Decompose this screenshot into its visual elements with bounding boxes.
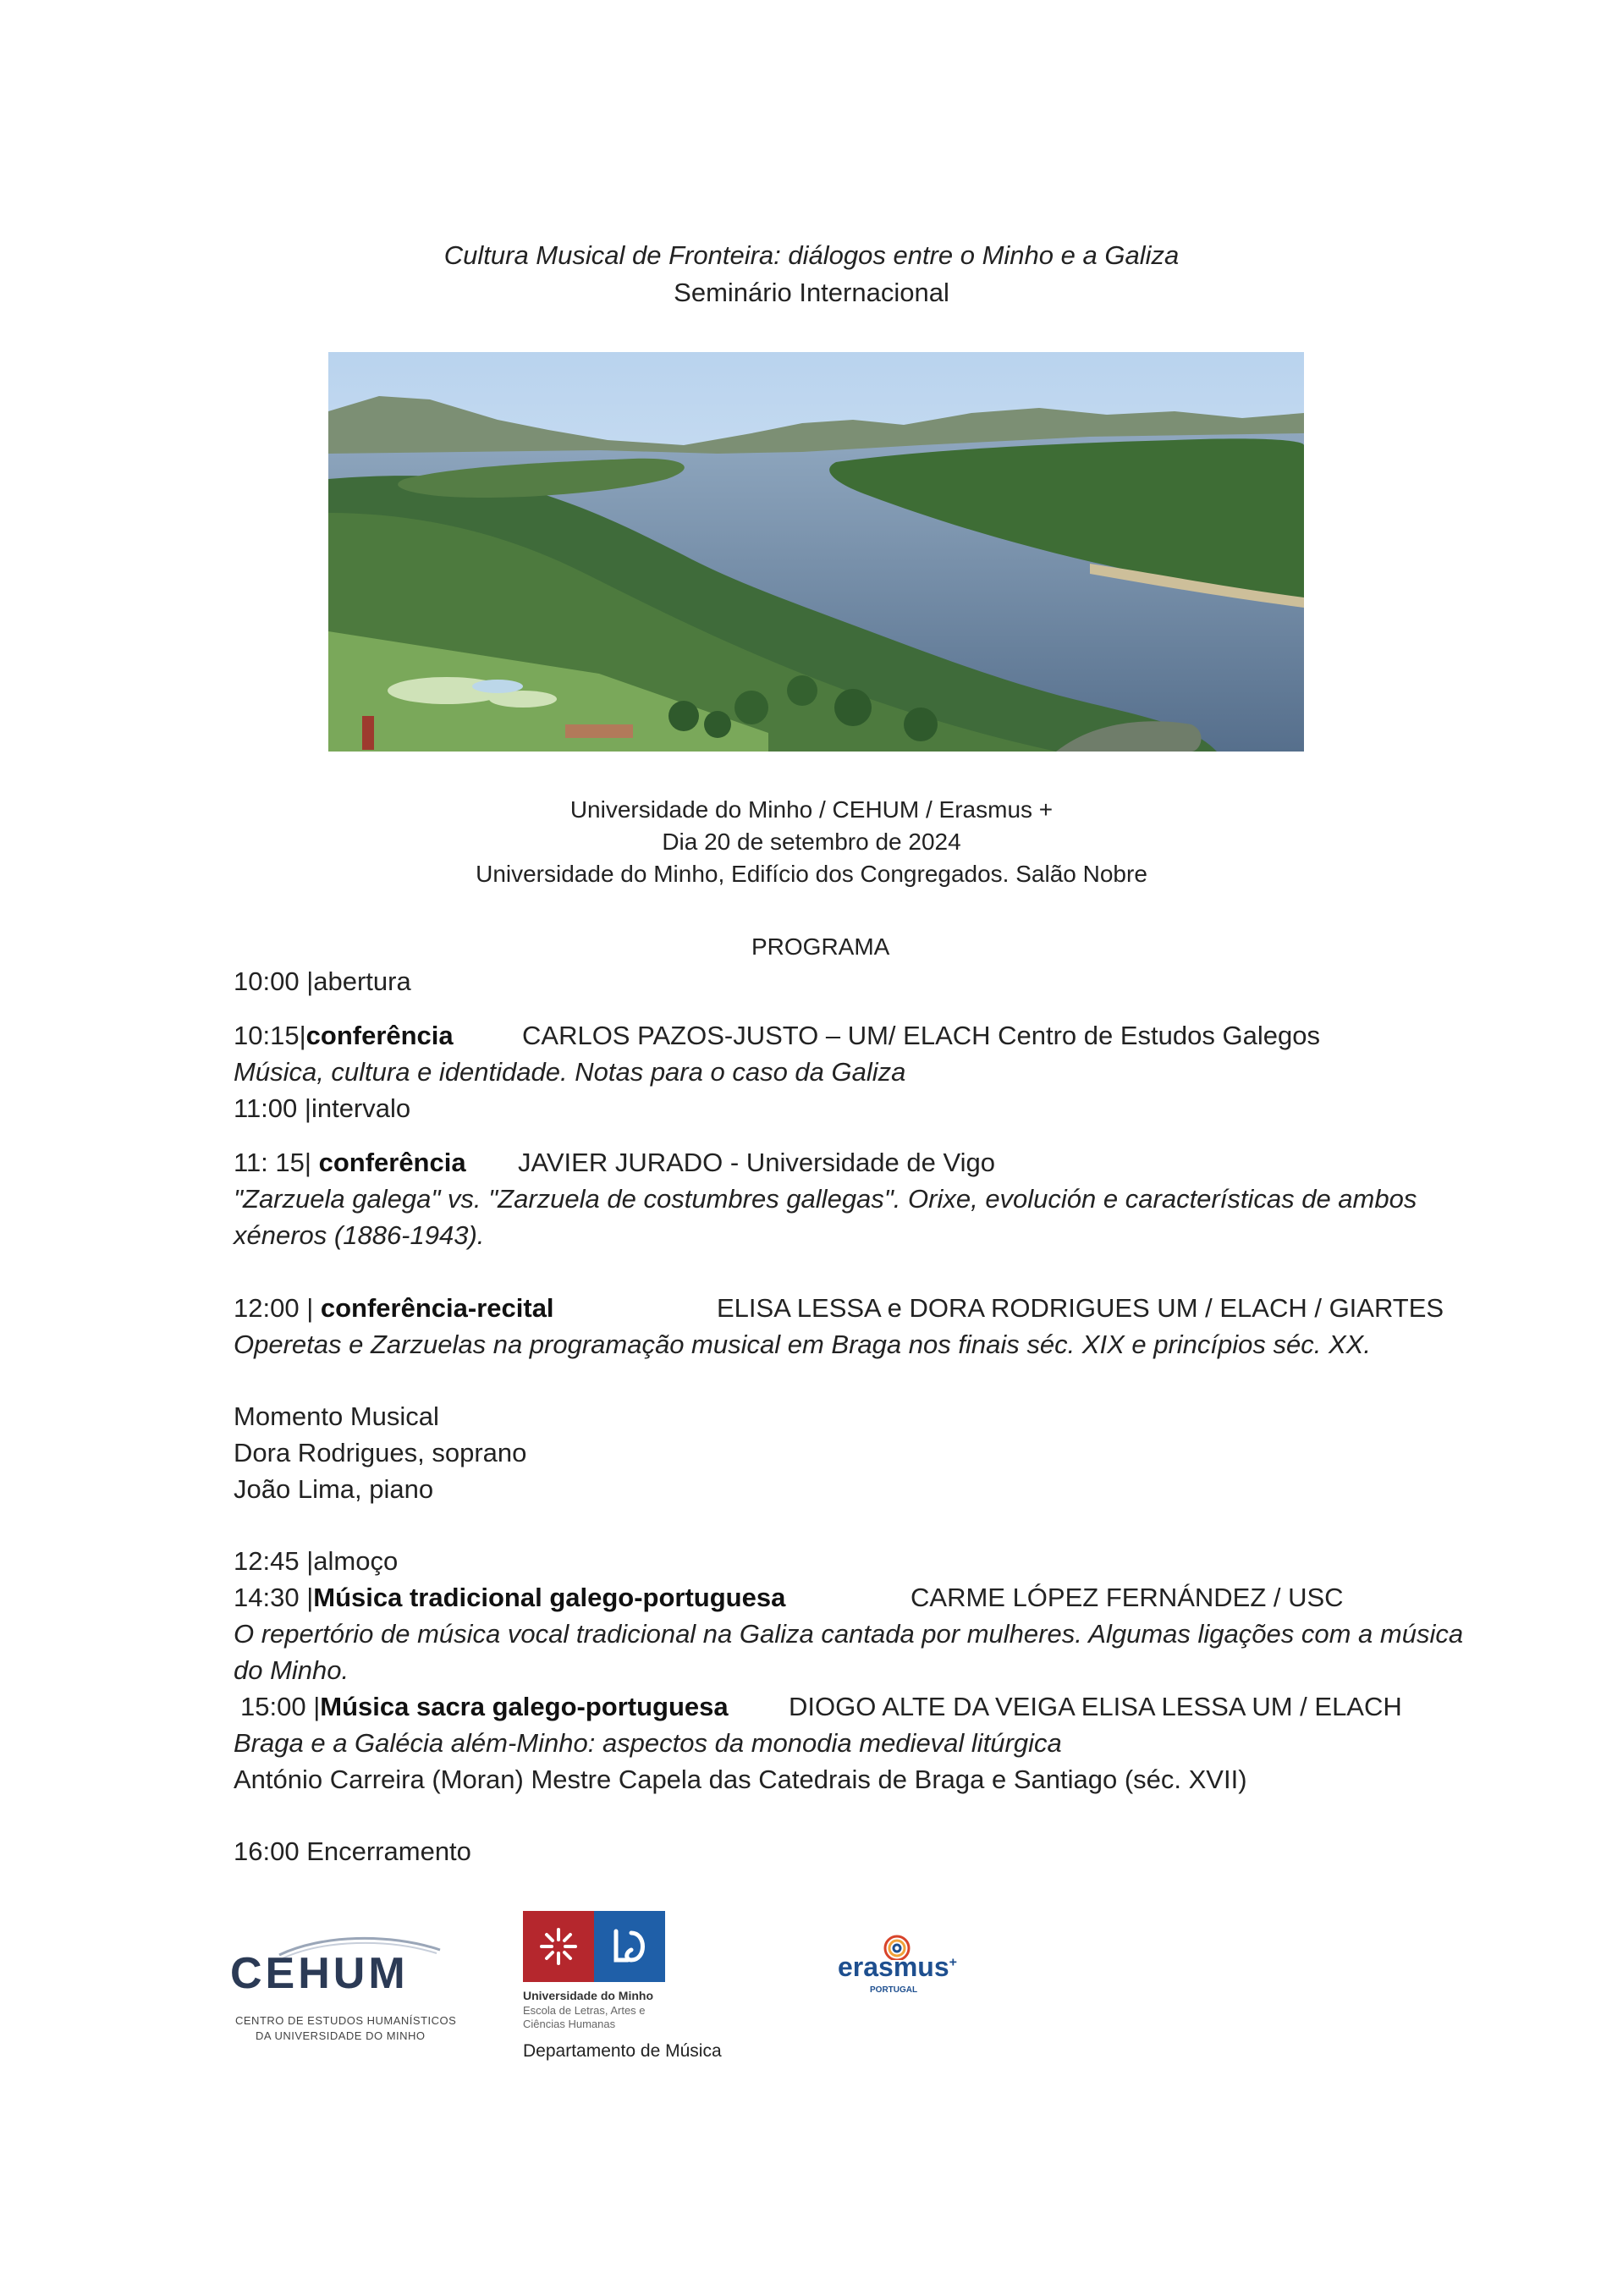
time: 16:00 bbox=[234, 1836, 300, 1866]
label: intervalo bbox=[311, 1093, 411, 1123]
speaker: DIOGO ALTE DA VEIGA ELISA LESSA UM / ELACH bbox=[789, 1692, 1402, 1721]
time: 10:15| bbox=[234, 1021, 306, 1050]
label: Encerramento bbox=[306, 1836, 471, 1866]
erasmus-plus: + bbox=[949, 1955, 957, 1970]
elach-emblem-icon bbox=[594, 1911, 665, 1982]
cehum-subtitle-1: CENTRO DE ESTUDOS HUMANÍSTICOS bbox=[235, 2014, 457, 2027]
speaker: CARME LÓPEZ FERNÁNDEZ / USC bbox=[911, 1583, 1344, 1612]
session-type: conferência-recital bbox=[320, 1293, 554, 1323]
venue-line: Universidade do Minho, Edifício dos Congregados. Salão Nobre bbox=[476, 861, 1147, 887]
schedule-item-1500 bbox=[240, 1690, 729, 1724]
talk-title-line-2: do Minho. bbox=[234, 1655, 349, 1685]
momento-musical-heading: Momento Musical bbox=[234, 1401, 439, 1431]
programa-heading: PROGRAMA bbox=[751, 933, 890, 960]
schedule-item-1430 bbox=[234, 1581, 785, 1615]
department-name: Departamento de Música bbox=[523, 2041, 722, 2061]
time: 12:00 | bbox=[234, 1293, 314, 1323]
label: almoço bbox=[313, 1546, 399, 1576]
uminho-school-line-2: Ciências Humanas bbox=[523, 2018, 616, 2030]
session-type: conferência bbox=[318, 1148, 466, 1177]
schedule-item-almoco bbox=[234, 1544, 398, 1578]
time: 14:30 | bbox=[234, 1583, 314, 1612]
talk-title: Braga e a Galécia além-Minho: aspectos da monodia medieval litúrgica bbox=[234, 1728, 1062, 1758]
performer-piano: João Lima, piano bbox=[234, 1474, 434, 1504]
schedule-item-1200 bbox=[234, 1291, 554, 1325]
erasmus-name: erasmus bbox=[838, 1952, 949, 1982]
schedule-item-intervalo bbox=[234, 1092, 410, 1126]
talk-title-line-1: O repertório de música vocal tradicional na Galiza cantada por mulheres. Algumas ligações com a música bbox=[234, 1619, 1464, 1649]
uminho-emblem-icon bbox=[523, 1911, 594, 1982]
schedule-item-1015 bbox=[234, 1019, 454, 1053]
document-title: Cultura Musical de Fronteira: diálogos entre o Minho e a Galiza bbox=[443, 240, 1180, 270]
schedule-item-1115 bbox=[234, 1146, 466, 1180]
talk-title-line-1: "Zarzuela galega" vs. "Zarzuela de costumbres gallegas". Orixe, evolución e características de ambos bbox=[234, 1184, 1417, 1214]
uminho-red-square bbox=[523, 1911, 594, 1982]
time: 11: 15| bbox=[234, 1148, 311, 1177]
schedule-item-encerramento bbox=[234, 1835, 471, 1869]
cehum-wordmark: CEHUM bbox=[230, 1949, 409, 1998]
cehum-subtitle-2: DA UNIVERSIDADE DO MINHO bbox=[256, 2029, 426, 2042]
speaker: JAVIER JURADO - Universidade de Vigo bbox=[518, 1148, 995, 1177]
uminho-blue-square bbox=[594, 1911, 665, 1982]
speaker: ELISA LESSA e DORA RODRIGUES UM / ELACH / GIARTES bbox=[717, 1293, 1444, 1323]
speaker: CARLOS PAZOS-JUSTO – UM/ ELACH Centro de Estudos Galegos bbox=[522, 1021, 1320, 1050]
talk-extra: António Carreira (Moran) Mestre Capela das Catedrais de Braga e Santiago (séc. XVII) bbox=[234, 1765, 1247, 1794]
session-type: conferência bbox=[305, 1021, 454, 1050]
erasmus-logo bbox=[838, 1926, 982, 2011]
uminho-school-line-1: Escola de Letras, Artes e bbox=[523, 2004, 646, 2017]
organizers-line: Universidade do Minho / CEHUM / Erasmus + bbox=[569, 796, 1054, 823]
performer-soprano: Dora Rodrigues, soprano bbox=[234, 1438, 527, 1467]
talk-title-line-2: xéneros (1886-1943). bbox=[234, 1220, 485, 1250]
label: abertura bbox=[313, 966, 411, 996]
erasmus-wordmark bbox=[838, 1952, 957, 1983]
time: 15:00 | bbox=[240, 1692, 321, 1721]
time: 10:00 | bbox=[234, 966, 314, 996]
session-type: Música sacra galego-portuguesa bbox=[320, 1692, 729, 1721]
talk-title: Operetas e Zarzuelas na programação musical em Braga nos finais séc. XIX e princípios séc. XX. bbox=[234, 1330, 1371, 1359]
erasmus-country: PORTUGAL bbox=[870, 1985, 918, 1995]
river-landscape-photo bbox=[328, 352, 1304, 752]
date-line: Dia 20 de setembro de 2024 bbox=[662, 829, 961, 855]
time: 11:00 | bbox=[234, 1093, 311, 1123]
schedule-item-abertura bbox=[234, 965, 411, 999]
time: 12:45 | bbox=[234, 1546, 314, 1576]
session-type: Música tradicional galego-portuguesa bbox=[313, 1583, 786, 1612]
talk-title: Música, cultura e identidade. Notas para o caso da Galiza bbox=[234, 1057, 906, 1087]
cehum-logo bbox=[228, 1930, 457, 2048]
uminho-logo bbox=[523, 1911, 726, 2080]
uminho-name: Universidade do Minho bbox=[523, 1989, 654, 2002]
document-subtitle: Seminário Internacional bbox=[674, 278, 949, 307]
